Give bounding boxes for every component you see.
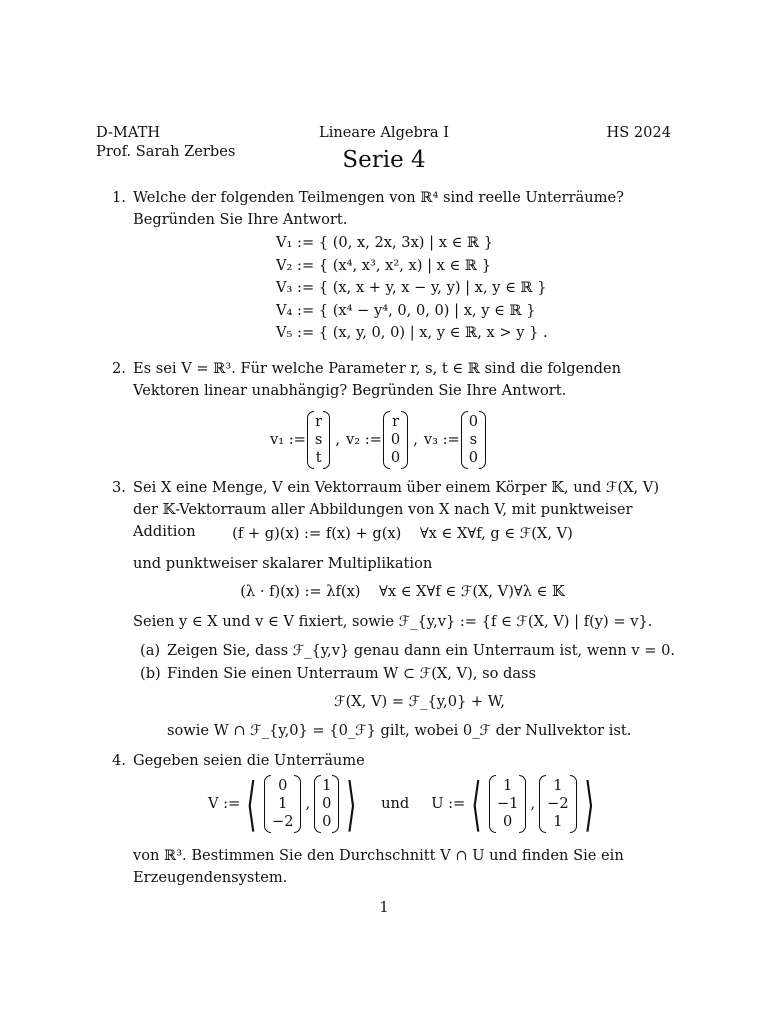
vector-entry: 1 (278, 795, 288, 812)
problem-3-number: 3. (112, 479, 126, 496)
problem-3-text-3: Seien y ∈ X und v ∈ V fixiert, sowie ℱ_{y,v} := {f ∈ ℱ(X, V) | f(y) = v}. (133, 613, 653, 630)
v1-label: v₁ := (270, 431, 306, 448)
problem-3-text: Sei X eine Menge, V ein Vektorraum über einem Körper 𝕂, und ℱ(X, V) der 𝕂-Vektorraum aller Abbildungen von X nach V, mit punktweiser Addition (133, 479, 660, 540)
problem-1-text: Welche der folgenden Teilmengen von ℝ⁴ sind reelle Unterräume? Begründen Sie Ihre Antwort. (133, 189, 624, 228)
U-vector-2 (540, 777, 576, 831)
v2-vector (384, 413, 407, 467)
part-b-label: (b) (140, 665, 161, 682)
V-vector-1 (265, 777, 301, 831)
v1-entry: s (314, 431, 323, 448)
set-v5: V₅ := { (x, y, 0, 0) | x, y ∈ ℝ, x > y } . (276, 324, 548, 341)
set-v1: V₁ := { (0, x, 2x, 3x) | x ∈ ℝ } (276, 234, 494, 251)
v3-entry: s (469, 431, 478, 448)
comma: , (530, 795, 536, 812)
left-angle-bracket: ⟨ (246, 770, 257, 838)
professor: Prof. Sarah Zerbes (96, 143, 236, 160)
und-word: und (381, 795, 410, 812)
U-label: U := (431, 795, 466, 812)
part-b-text-2: sowie W ∩ ℱ_{y,0} = {0_ℱ} gilt, wobei 0_ℱ der Nullvektor ist. (167, 722, 632, 739)
vector-entry: 0 (278, 777, 288, 794)
vector-entry: 1 (503, 777, 513, 794)
problem-4-number: 4. (112, 752, 126, 769)
v1-entry: r (315, 413, 323, 430)
part-b-text: Finden Sie einen Unterraum W ⊂ ℱ(X, V), so dass (167, 665, 537, 682)
department: D-MATH (96, 124, 161, 141)
set-v3: V₃ := { (x, x + y, x − y, y) | x, y ∈ ℝ } (276, 279, 547, 296)
right-angle-bracket: ⟩ (346, 770, 357, 838)
part-a-label: (a) (140, 642, 161, 659)
addition-equation: (f + g)(x) := f(x) + g(x) ∀x ∈ X∀f, g ∈ ℱ(X, V) (232, 525, 573, 542)
v2-entry: 0 (390, 449, 401, 466)
v2-entry: r (392, 413, 400, 430)
sheet-title: Serie 4 (342, 147, 426, 173)
U-vector-1 (490, 777, 526, 831)
problem-2-vectors (270, 412, 487, 468)
vector-entry: 1 (322, 777, 332, 794)
v3-vector (462, 413, 485, 467)
vector-entry: 1 (553, 813, 563, 830)
problem-4-text-2: von ℝ³. Bestimmen Sie den Durchschnitt V ∩ U und finden Sie ein Erzeugendensystem. (133, 847, 624, 886)
comma: , (305, 795, 311, 812)
problem-4-subspaces (208, 770, 600, 838)
v3-entry: 0 (468, 413, 479, 430)
part-a-text: Zeigen Sie, dass ℱ_{y,v} genau dann ein Unterraum ist, wenn v = 0. (167, 642, 676, 659)
v1-entry: t (315, 449, 322, 466)
set-v2: V₂ := { (x⁴, x³, x², x) | x ∈ ℝ } (276, 256, 491, 274)
v1-vector (308, 413, 330, 467)
problem-1-number: 1. (112, 189, 126, 206)
vector-entry: −1 (496, 795, 519, 812)
v2-entry: 0 (390, 431, 401, 448)
course-title: Lineare Algebra I (319, 124, 449, 141)
vector-entry: 0 (322, 813, 332, 830)
left-angle-bracket: ⟨ (471, 770, 482, 838)
semester: HS 2024 (606, 124, 671, 141)
V-vector-2 (315, 777, 338, 831)
v2-label: v₂ := (346, 431, 382, 448)
vector-entry: 0 (322, 795, 332, 812)
v3-label: v₃ := (423, 431, 460, 448)
scalar-equation: (λ · f)(x) := λf(x) ∀x ∈ X∀f ∈ ℱ(X, V)∀λ ∈ 𝕂 (240, 583, 565, 600)
vector-entry: 1 (553, 777, 563, 794)
page-number: 1 (379, 899, 389, 916)
problem-2-number: 2. (112, 360, 126, 377)
v3-entry: 0 (468, 449, 479, 466)
right-angle-bracket: ⟩ (583, 770, 595, 838)
V-label: V := (208, 795, 241, 812)
comma: , (413, 431, 418, 448)
problem-3-text-2: und punktweiser skalarer Multiplikation (133, 555, 433, 572)
vector-entry: −2 (547, 795, 569, 812)
problem-2-text: Es sei V = ℝ³. Für welche Parameter r, s, t ∈ ℝ sind die folgenden Vektoren linear unabhängig? Begründen Sie Ihre Antwort. (133, 360, 621, 399)
problem-4-text: Gegeben seien die Unterräume (133, 752, 365, 769)
part-b-equation: ℱ(X, V) = ℱ_{y,0} + W, (334, 693, 505, 710)
vector-entry: 0 (503, 813, 513, 830)
vector-entry: −2 (271, 813, 294, 830)
set-v4: V₄ := { (x⁴ − y⁴, 0, 0, 0) | x, y ∈ ℝ } (276, 301, 536, 319)
comma: , (335, 431, 341, 448)
problem-1-sets (276, 232, 548, 345)
